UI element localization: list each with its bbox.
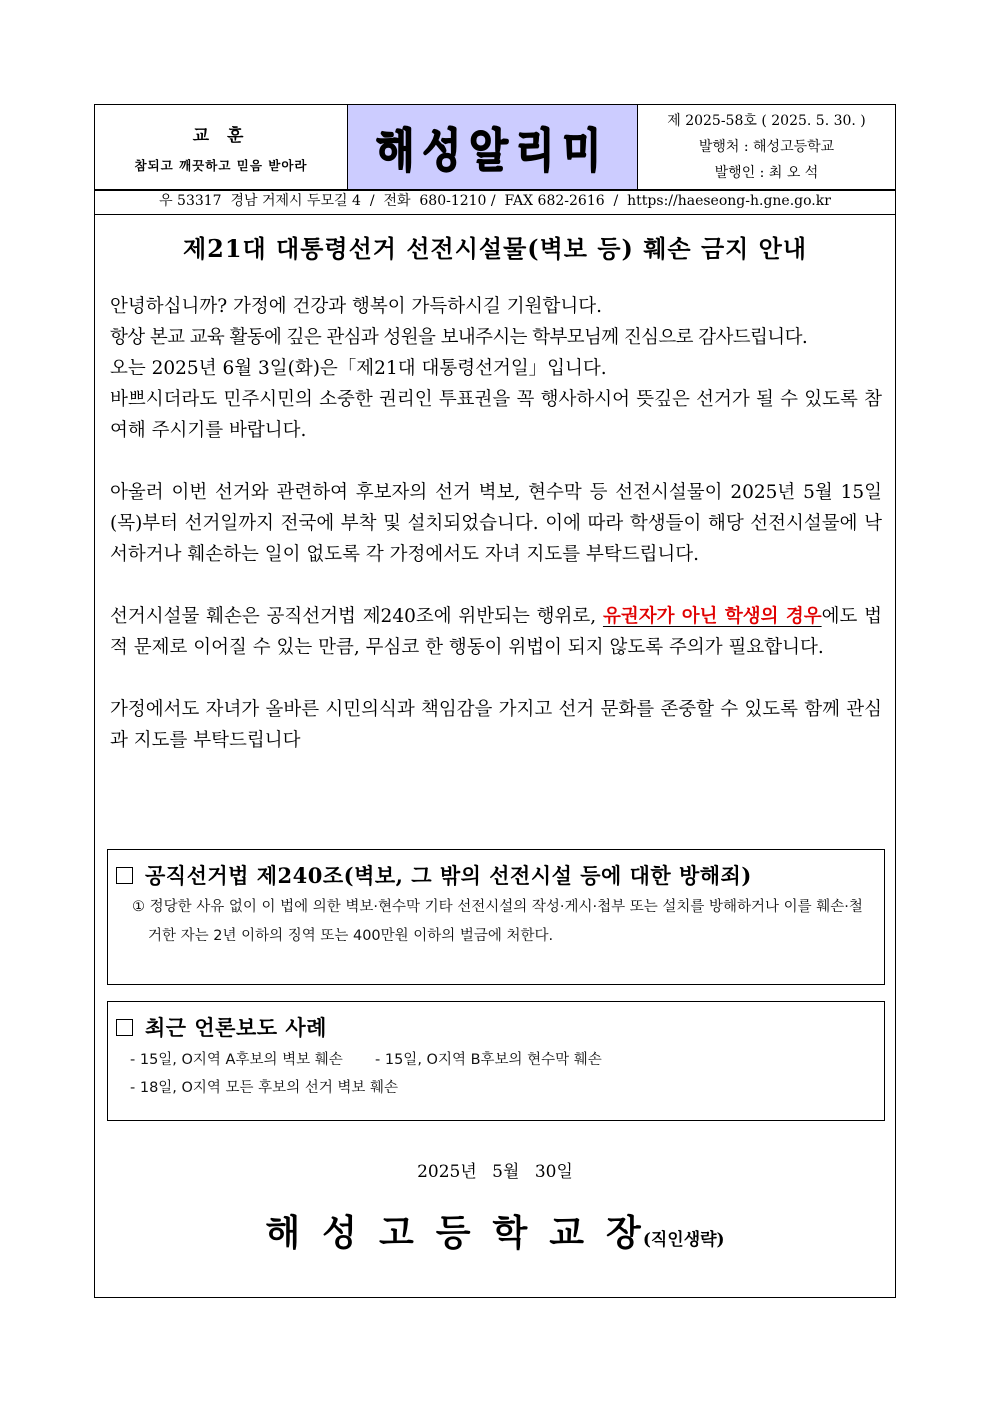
law-clause: ① 정당한 사유 없이 이 법에 의한 벽보·현수막 기타 선전시설의 작성·게시·첩부 또는 설치를 방해하거나 이를 훼손·철거한 자는 2년 이하의 징역 또는 400만원 이하의 벌금에 처한다. [132,899,863,944]
law-box [107,849,885,985]
thanks-line: 항상 본교 교육 활동에 깊은 관심과 성원을 보내주시는 학부모님께 진심으로 감사드립니다. [110,327,808,348]
law-box-title: 공직선거법 제240조(벽보, 그 밖의 선전시설 등에 대한 방해죄) [145,863,752,888]
issuer: 발행인 : 최 오 석 [714,165,819,181]
seal-note: (직인생략) [642,1230,725,1250]
checkbox-icon [116,1019,133,1036]
document-title: 제21대 대통령선거 선전시설물(벽보 등) 훼손 금지 안내 [182,234,808,263]
publisher: 발행처 : 해성고등학교 [698,139,835,155]
election-date-line: 오는 2025년 6월 3일(화)은「제21대 대통령선거일」입니다. [110,358,607,379]
banner-title: 해성알리미 [375,124,610,178]
highlight-text: 유권자가 아닌 학생의 경우 [602,606,822,627]
newsletter-header [95,105,895,191]
news-item: - 18일, O지역 모든 후보의 선거 벽보 훼손 [130,1080,399,1096]
signature [95,1205,895,1256]
news-box [107,1001,885,1121]
school-motto [95,105,348,189]
news-item: - 15일, O지역 A후보의 벽보 훼손 [130,1052,343,1068]
issue-number: 제 2025-58호 ( 2025. 5. 30. ) [667,113,866,129]
closing-paragraph: 가정에서도 자녀가 올바른 시민의식과 책임감을 가지고 선거 문화를 존중할 수 있도록 함께 관심과 지도를 부탁드립니다 [110,699,882,751]
issue-info [638,105,895,189]
newsletter-page [94,104,896,1298]
news-box-title: 최근 언론보도 사례 [145,1015,327,1040]
facility-notice-paragraph: 아울러 이번 선거와 관련하여 후보자의 선거 벽보, 현수막 등 선전시설물이 2025년 5월 15일(목)부터 선거일까지 전국에 부착 및 설치되었습니다. 이에 따라 학생들이 해당 선전시설물에 낙서하거나 훼손하는 일이 없도록 각 가정에서도 자녀 지도를 부탁드립니다. [110,482,882,565]
vote-request-line: 바쁘시더라도 민주시민의 소중한 권리인 투표권을 꼭 행사하시어 뜻깊은 선거가 될 수 있도록 참여해 주시기를 바랍니다. [110,389,882,441]
checkbox-icon [116,867,133,884]
signer-name: 해성고등학교장 [265,1212,663,1254]
greeting-line: 안녕하십니까? 가정에 건강과 행복이 가득하시길 기원합니다. [110,296,602,317]
issue-date: 2025년 5월 30일 [417,1162,573,1182]
news-item: - 15일, O지역 B후보의 현수막 훼손 [375,1052,602,1068]
document-body [110,291,882,756]
motto-title: 교 훈 [192,126,250,146]
law-warning-paragraph: 선거시설물 훼손은 공직선거법 제240조에 위반되는 행위로, 유권자가 아닌 학생의 경우에도 법적 문제로 이어질 수 있는 만큼, 무심코 한 행동이 위법이 되지 않도록 주의가 필요합니다. [110,606,883,658]
newsletter-banner [348,105,638,189]
address-bar: 우 53317 경남 거제시 두모길 4 / 전화 680-1210 / FAX 682-2616 / https://haeseong-h.gne.go.kr [95,189,895,215]
motto-text: 참되고 깨끗하고 믿음 받아라 [134,158,308,173]
